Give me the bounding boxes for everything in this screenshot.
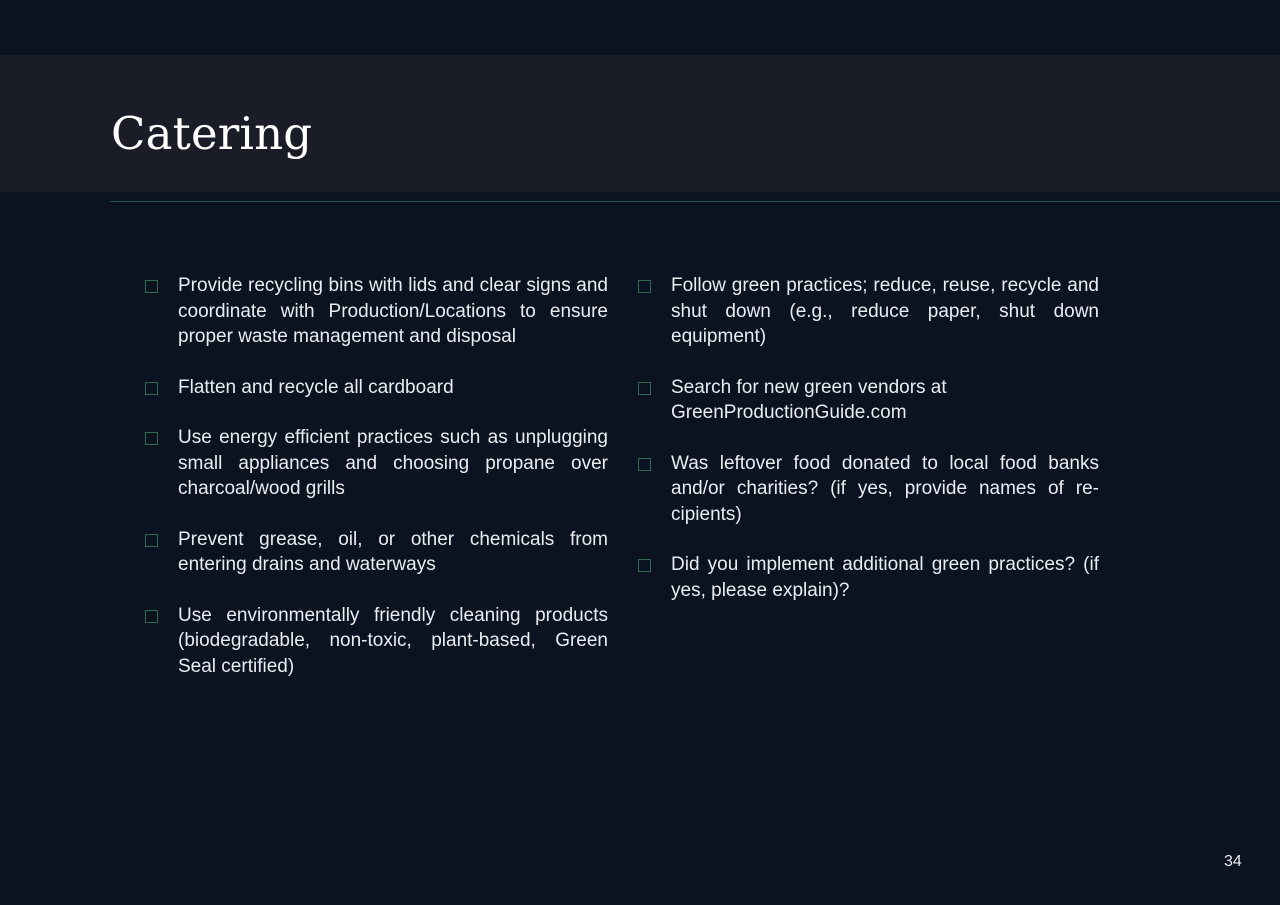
checkbox[interactable] [145, 610, 158, 623]
checklist-item [636, 552, 1099, 603]
checklist-item-text: Was leftover food donated to local food banks and/or charities? (if yes, provide names of recipients) [671, 452, 1099, 525]
checkbox[interactable] [638, 382, 651, 395]
checklist-item-text: Use environmentally friendly cleaning products (biodegradable, non-toxic, plant-based, Green Seal certified) [178, 604, 608, 677]
checkbox[interactable] [638, 458, 651, 471]
checkbox[interactable] [638, 559, 651, 572]
header-divider [110, 201, 1280, 202]
checklist-item-text: Prevent grease, oil, or other chemicals from entering drains and waterways [178, 528, 608, 575]
checklist-item [636, 273, 1099, 350]
checkbox[interactable] [145, 280, 158, 293]
checklist-item [143, 273, 608, 350]
page-number: 34 [1224, 853, 1242, 870]
page-title: Catering [111, 107, 313, 160]
checklist-item-text: Search for new green vendors at GreenProductionGuide.com [671, 376, 947, 423]
checklist-item [143, 603, 608, 680]
checklist-item-text: Follow green practices; reduce, reuse, recycle and shut down (e.g., reduce paper, shut down equipment) [671, 275, 1099, 347]
checklist-item-text: Use energy efficient practices such as unplugging small appliances and choosing propane over charcoal/wood grills [178, 427, 608, 499]
checklist-item [143, 527, 608, 578]
checkbox[interactable] [145, 534, 158, 547]
checkbox[interactable] [638, 280, 651, 293]
checkbox[interactable] [145, 432, 158, 445]
checklist-item [636, 375, 1099, 426]
checklist-item [636, 451, 1099, 528]
checklist-item [143, 375, 608, 401]
checklist-left-column [143, 273, 608, 704]
checklist-item-text: Provide recycling bins with lids and clear signs and coordinate with Production/Locations to ensure proper waste management and disposal [178, 275, 608, 347]
checklist-item-text: Did you implement additional green practices? (if yes, please explain)? [671, 554, 1099, 601]
checkbox[interactable] [145, 382, 158, 395]
checklist-item [143, 425, 608, 502]
checklist-item-text: Flatten and recycle all cardboard [178, 376, 454, 398]
checklist-right-column [636, 273, 1099, 628]
